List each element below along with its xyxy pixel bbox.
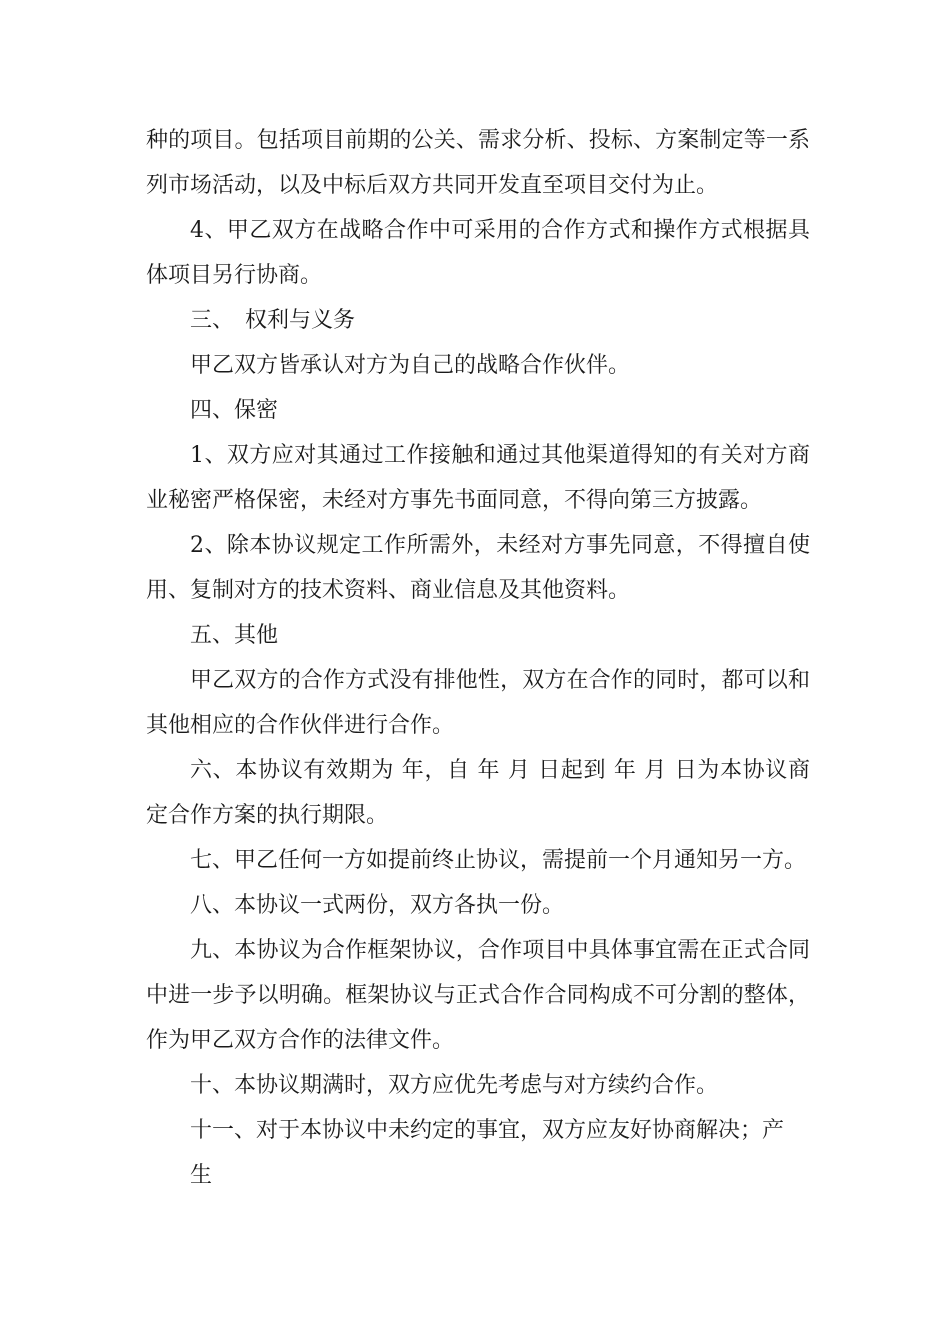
paragraph-clause-11: 十一、对于本协议中未约定的事宜，双方应友好协商解决；产 — [190, 1118, 785, 1143]
paragraph-clause-11-continued: 生 — [190, 1163, 213, 1188]
paragraph-clause-6: 六、本协议有效期为 年，自 年 月 日起到 年 月 日为本协议商定合作方案的执行期限。 — [146, 758, 810, 828]
paragraph-rights: 甲乙双方皆承认对方为自己的战略合作伙伴。 — [190, 353, 631, 378]
paragraph-project-scope: 种的项目。包括项目前期的公关、需求分析、投标、方案制定等一系列市场活动，以及中标后双方共同开发直至项目交付为止。 — [146, 128, 810, 198]
section-heading-rights: 三、 权利与义务 — [190, 308, 356, 333]
paragraph-confidentiality-2: 2、除本协议规定工作所需外，未经对方事先同意，不得擅自使用、复制对方的技术资料、商业信息及其他资料。 — [146, 533, 810, 603]
section-heading-confidentiality: 四、保密 — [190, 398, 279, 423]
paragraph-clause-9: 九、本协议为合作框架协议，合作项目中具体事宜需在正式合同中进一步予以明确。框架协议与正式合作合同构成不可分割的整体，作为甲乙双方合作的法律文件。 — [146, 938, 810, 1053]
paragraph-clause-4: 4、甲乙双方在战略合作中可采用的合作方式和操作方式根据具体项目另行协商。 — [146, 218, 810, 288]
section-heading-other: 五、其他 — [190, 623, 279, 648]
paragraph-clause-7: 七、甲乙任何一方如提前终止协议，需提前一个月通知另一方。 — [190, 848, 807, 873]
paragraph-confidentiality-1: 1、双方应对其通过工作接触和通过其他渠道得知的有关对方商业秘密严格保密，未经对方事先书面同意，不得向第三方披露。 — [146, 443, 810, 513]
paragraph-clause-8: 八、本协议一式两份，双方各执一份。 — [190, 893, 565, 918]
document-body — [146, 118, 810, 1198]
paragraph-clause-10: 十、本协议期满时，双方应优先考虑与对方续约合作。 — [190, 1073, 719, 1098]
paragraph-non-exclusive: 甲乙双方的合作方式没有排他性，双方在合作的同时，都可以和其他相应的合作伙伴进行合作。 — [146, 668, 810, 738]
